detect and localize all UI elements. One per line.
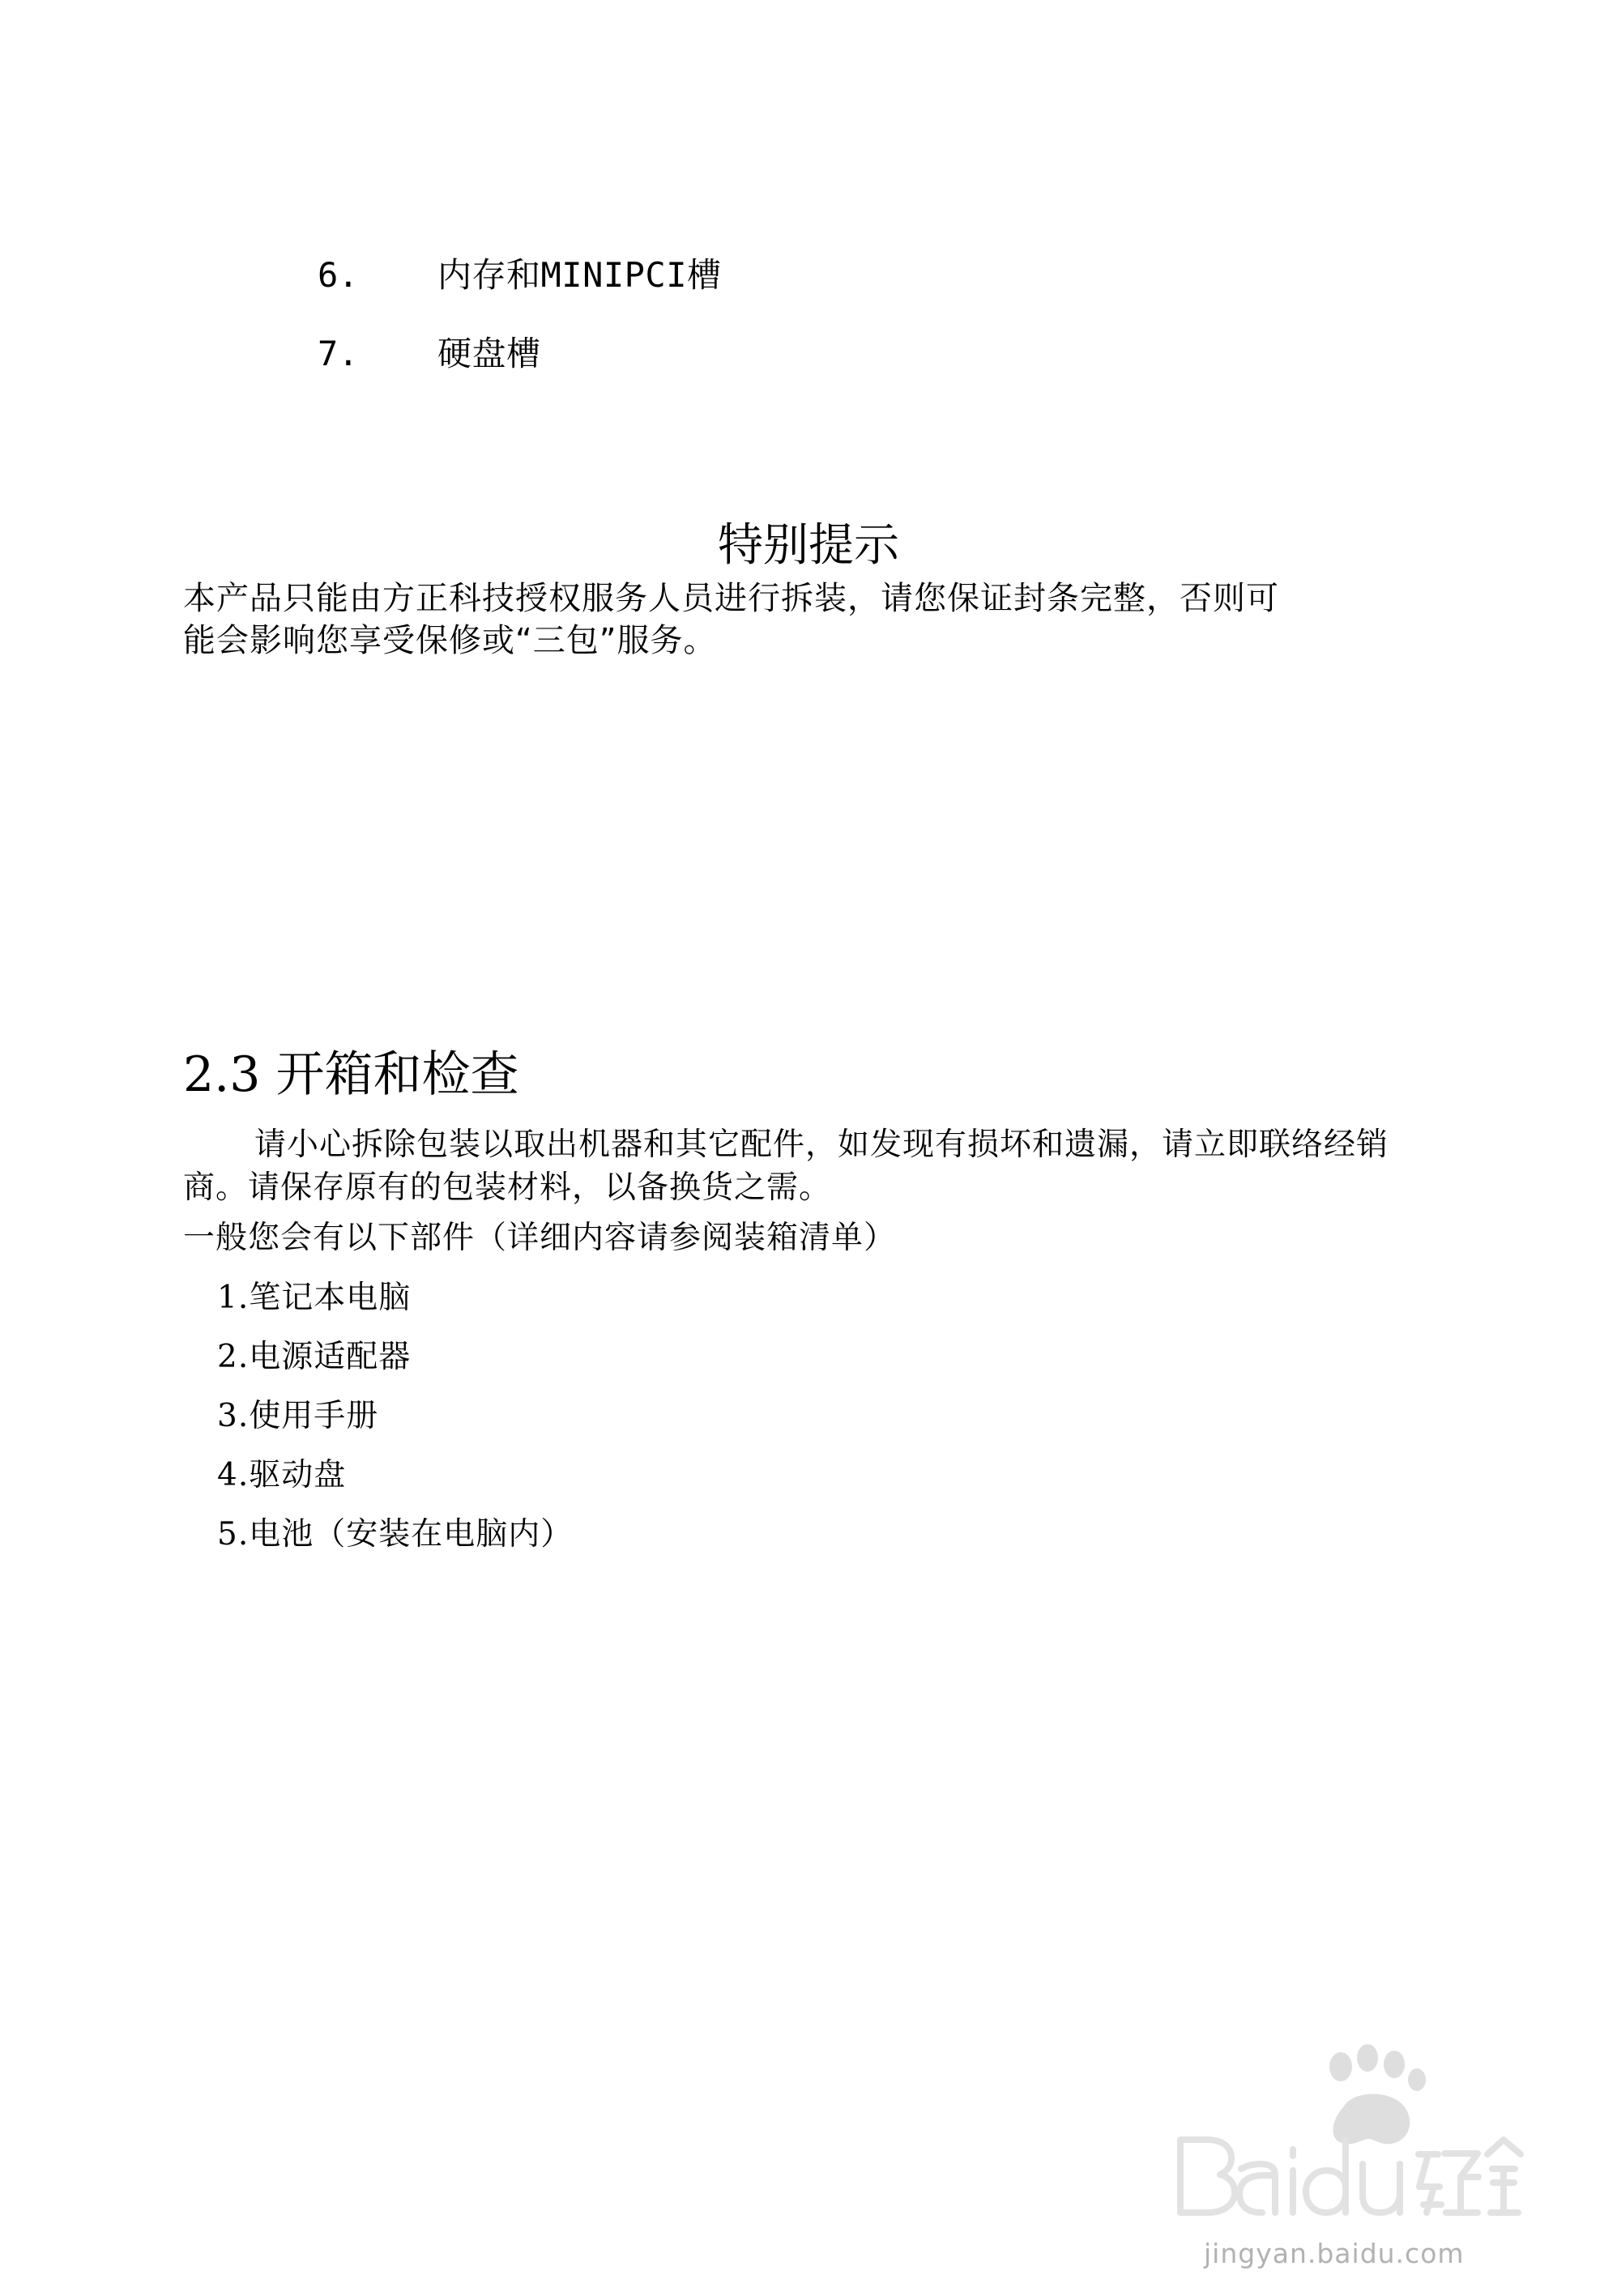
top-list-text: 内存和MINIPCI槽 bbox=[437, 255, 722, 295]
notice-title: 特别提示 bbox=[718, 519, 899, 572]
top-list-number: 6. bbox=[318, 255, 359, 295]
parts-item-1: 1.笔记本电脑 bbox=[217, 1280, 412, 1316]
parts-item-3: 3.使用手册 bbox=[217, 1398, 379, 1434]
parts-item-5: 5.电池（安装在电脑内） bbox=[217, 1516, 574, 1553]
watermark-logo-text bbox=[1180, 2140, 1521, 2213]
parts-item-4: 4.驱动盘 bbox=[217, 1457, 347, 1493]
parts-item-2: 2.电源适配器 bbox=[217, 1339, 412, 1375]
section-paragraph: 请小心拆除包装以取出机器和其它配件，如发现有损坏和遗漏，请立即联络经销商。请保存原有的包装材料，以备换货之需。 bbox=[183, 1127, 1389, 1206]
top-list-number: 7. bbox=[318, 334, 359, 373]
top-list-text: 硬盘槽 bbox=[437, 334, 541, 373]
notice-body: 本产品只能由方正科技授权服务人员进行拆装，请您保证封条完整，否则可 能会影响您享受保修或“三包”服务。 bbox=[183, 580, 1279, 659]
section-heading: 2.3 开箱和检查 bbox=[183, 1046, 519, 1103]
section-intro: 一般您会有以下部件（详细内容请参阅装箱清单） bbox=[183, 1220, 897, 1256]
paw-icon bbox=[1329, 2044, 1426, 2144]
watermark-url: jingyan.baidu.com bbox=[1204, 2238, 1465, 2269]
